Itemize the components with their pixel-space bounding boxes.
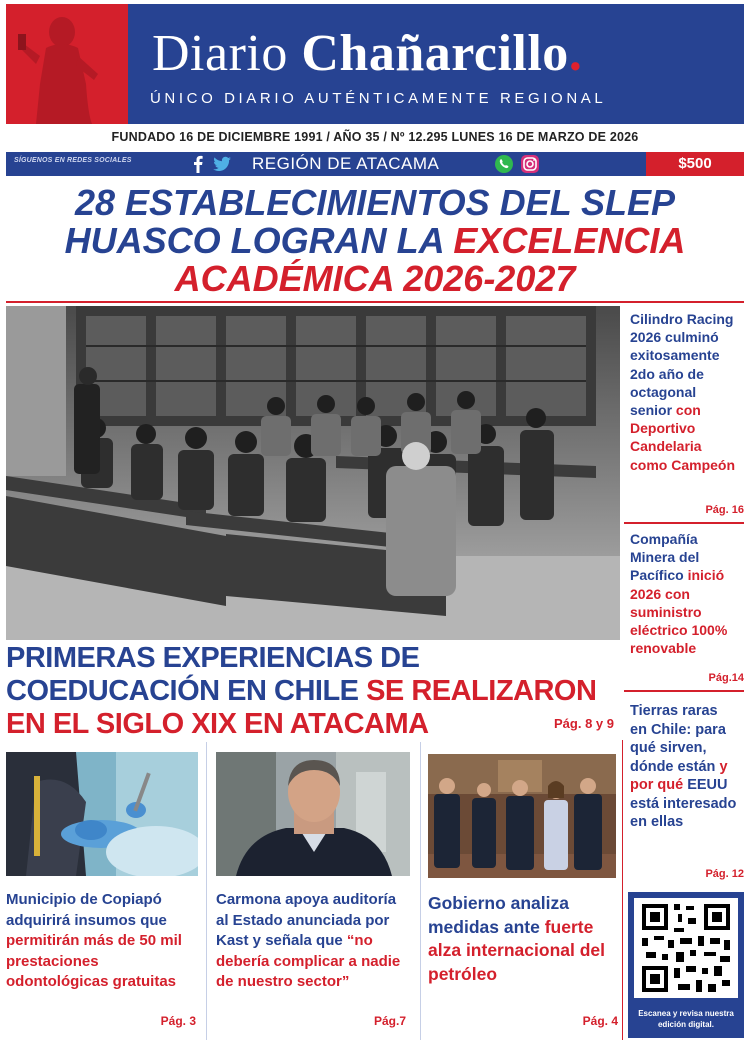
region-label: REGIÓN DE ATACAMA xyxy=(252,154,440,173)
dental-photo xyxy=(6,752,198,876)
headline-divider xyxy=(6,301,744,303)
masthead xyxy=(0,0,750,126)
government-photo xyxy=(428,754,616,878)
main-story-photo[interactable] xyxy=(6,306,620,640)
bottom-story-page: Pág. 4 xyxy=(582,1014,618,1028)
qr-code-box[interactable] xyxy=(628,892,744,1038)
newspaper-subtitle: ÚNICO DIARIO AUTÉNTICAMENTE REGIONAL xyxy=(150,90,607,107)
side-story-red: y por qué xyxy=(630,758,728,793)
social-bar xyxy=(6,152,744,176)
dental-treatment-image xyxy=(6,752,198,876)
main-story-headline-red: SE REALIZARON EN EL SIGLO XIX EN ATACAMA xyxy=(6,675,597,740)
price-badge: $500 xyxy=(646,152,744,176)
side-story-blue-2: EEUU está interesado en ellas xyxy=(630,777,737,830)
main-story-page: Pág. 8 y 9 xyxy=(554,716,614,731)
social-icons-left xyxy=(188,154,232,174)
twitter-icon[interactable] xyxy=(212,154,232,174)
carmona-photo xyxy=(216,752,410,876)
statue-silhouette-icon xyxy=(6,4,128,124)
title-light: Diario xyxy=(152,25,302,82)
bottom-story-copiapo[interactable] xyxy=(6,742,202,1040)
side-story-page: Pág.14 xyxy=(708,672,744,684)
masthead-banner xyxy=(128,4,744,124)
column-divider xyxy=(420,742,421,1040)
follow-text: SÍGUENOS EN REDES SOCIALES xyxy=(14,157,132,164)
headline-part2: EXCELENCIA ACADÉMICA 2026-2027 xyxy=(174,220,686,299)
side-story-blue: Compañía Minera del Pacífico xyxy=(630,531,700,584)
qr-code[interactable] xyxy=(634,898,738,998)
bottom-story-text xyxy=(428,892,618,986)
qr-caption: Escanea y revisa nuestra edición digital. xyxy=(638,1009,734,1029)
main-story-headline-blue: PRIMERAS EXPERIENCIAS DE COEDUCACIÓN EN CHILE xyxy=(6,642,420,707)
whatsapp-icon[interactable] xyxy=(494,154,514,174)
classroom-photo xyxy=(6,306,620,640)
dateline: FUNDADO 16 DE DICIEMBRE 1991 / AÑO 35 / Nº 12.295 LUNES 16 DE MARZO DE 2026 xyxy=(111,130,639,144)
main-story[interactable] xyxy=(6,642,620,741)
facebook-icon[interactable] xyxy=(188,154,208,174)
side-story-text xyxy=(624,524,744,657)
masthead-statue-image xyxy=(6,4,128,124)
side-story-blue: Cilindro Racing 2026 culminó exitosamente 2do año de octagonal senior xyxy=(630,311,734,419)
side-story-red: inició 2026 con suministro eléctrico 100% renovable xyxy=(630,567,728,657)
main-story-headline xyxy=(6,642,620,741)
bottom-story-petroleo[interactable] xyxy=(424,742,620,1040)
side-story-blue: Tierras raras en Chile: para qué sirven, dónde están xyxy=(630,703,726,775)
column-divider xyxy=(206,742,207,1040)
bottom-story-page: Pág. 3 xyxy=(160,1014,196,1028)
side-story-text xyxy=(624,692,744,832)
bottom-story-text xyxy=(216,890,412,993)
bottom-story-blue: Carmona apoya auditoría al Estado anunciada por Kast y señala que xyxy=(216,891,397,949)
bottom-story-text xyxy=(6,890,202,993)
bottom-story-red: permitirán más de 50 mil prestaciones odontológicas gratuitas xyxy=(6,932,182,990)
government-meeting-image xyxy=(428,754,616,878)
title-bold: Chañarcillo xyxy=(301,25,569,82)
bottom-story-blue: Gobierno analiza medidas ante xyxy=(428,893,569,937)
politician-portrait-image xyxy=(216,752,410,876)
bottom-story-red: fuerte alza internacional del petróleo xyxy=(428,916,605,984)
bottom-story-blue: Municipio de Copiapó adquirirá insumos que xyxy=(6,891,167,929)
newspaper-title[interactable] xyxy=(152,26,582,82)
bottom-story-red: “no debería complicar a nadie de nuestro sector” xyxy=(216,932,401,990)
title-dot: . xyxy=(568,25,583,82)
social-icons-right xyxy=(494,154,540,174)
headline-part1: 28 ESTABLECIMIENTOS DEL SLEP HUASCO LOGRAN LA xyxy=(64,182,676,261)
column-divider-right xyxy=(622,740,623,1040)
main-headline[interactable] xyxy=(0,184,750,298)
bottom-story-page: Pág.7 xyxy=(373,1014,406,1028)
instagram-icon[interactable] xyxy=(520,154,540,174)
side-story-page: Pág. 12 xyxy=(705,868,744,880)
side-story-tierras-raras[interactable] xyxy=(624,692,744,886)
bottom-story-carmona[interactable] xyxy=(210,742,416,1040)
qr-code-icon xyxy=(634,898,738,998)
side-story-page: Pág. 16 xyxy=(705,504,744,516)
side-story-minera[interactable] xyxy=(624,524,744,692)
side-story-text xyxy=(624,306,744,474)
side-story-cilindro[interactable] xyxy=(624,306,744,524)
side-story-red: con Deportivo Candelaria como Campeón xyxy=(630,402,736,473)
